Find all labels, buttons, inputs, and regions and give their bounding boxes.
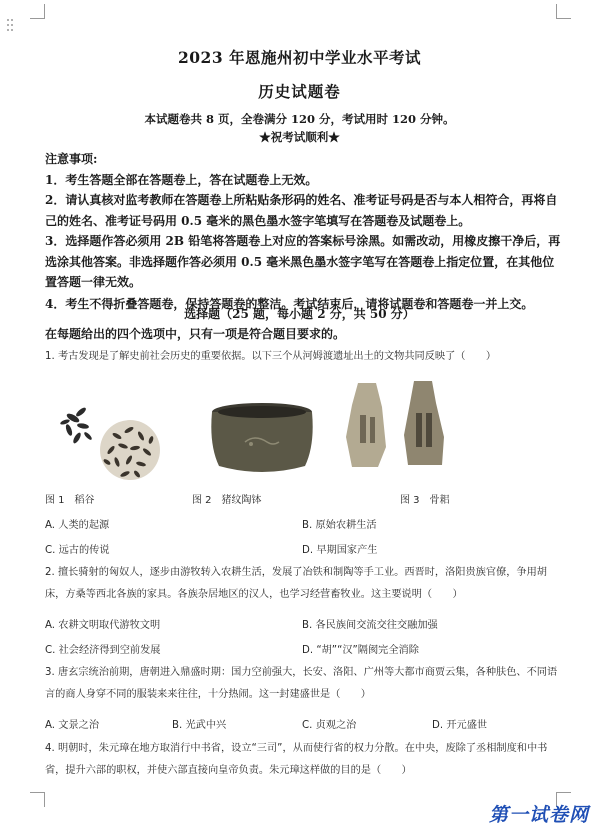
question-1-stem: 1. 考古发现是了解史前社会历史的重要依据。以下三个从河姆渡遗址出土的文物共同反映了（ ） [45,351,497,362]
crop-mark-top-left [30,4,45,19]
drag-handle-icon[interactable] [6,18,14,32]
notice-item-1: 1．考生答题全部在答题卷上，答在试题卷上无效。 [45,173,318,187]
figure-1-caption: 图 1 稻谷 [45,495,95,506]
section-title: 选择题（25 题，每小题 2 分，共 50 分） [184,307,415,321]
q3-option-a[interactable]: A. 文景之治 [45,720,100,731]
q1-option-a[interactable]: A. 人类的起源 [45,520,110,531]
notice-item-2: 2．请认真核对监考教师在答题卷上所粘贴条形码的姓名、准考证号码是否与本人相符合，再将自己的姓名、准考证号码用 0.5 毫米的黑色墨水签字笔填写在答题卷及试题卷上。 [45,193,558,228]
q2-option-a[interactable]: A. 农耕文明取代游牧文明 [45,620,161,631]
section-instruction: 在每题给出的四个选项中，只有一项是符合题目要求的。 [45,327,346,341]
q1-option-c[interactable]: C. 远古的传说 [45,545,110,556]
rice-grains-image [55,398,165,482]
crop-mark-bottom-left [30,792,45,807]
q1-option-d[interactable]: D. 早期国家产生 [302,545,378,556]
crop-mark-top-right [556,4,571,19]
q3-option-d[interactable]: D. 开元盛世 [432,720,488,731]
figure-3-caption: 图 3 骨耜 [400,495,450,506]
question-2-stem: 2. 擅长骑射的匈奴人，逐步由游牧转入农耕生活，发展了冶铁和制陶等手工业。西晋时，洛阳贵族官僚，争用胡床，方桑等西北各族的家具。各族杂居地区的汉人，也学习经营畜牧业。这主要说明（ ） [45,567,547,600]
q2-option-b[interactable]: B. 各民族间交流交往交融加强 [302,620,438,631]
q3-option-b[interactable]: B. 光武中兴 [172,720,227,731]
notice-heading: 注意事项: [45,152,98,166]
q2-option-c[interactable]: C. 社会经济得到空前发展 [45,645,161,656]
question-4-stem: 4. 明朝时，朱元璋在地方取消行中书省，设立“三司”，从而使行省的权力分散。在中央，废除了丞相制度和中书省，提升六部的职权，并使六部直接向皇帝负责。朱元璋这样做的目的是（ ） [45,743,548,776]
exam-title: 2023 年恩施州初中学业水平考试 [177,48,422,67]
figure-2-caption: 图 2 猪纹陶钵 [192,495,262,506]
q3-option-c[interactable]: C. 贞观之治 [302,720,357,731]
notice-item-3: 3．选择题作答必须用 2B 铅笔将答题卷上对应的答案标号涂黑。如需改动，用橡皮擦干净后，再选涂其他答案。非选择题作答必须用 0.5 毫米黑色墨水签字笔写在答题卷上指定位置，在其他位置答题一律无效。 [45,234,561,289]
question-3-stem: 3. 唐玄宗统治前期，唐朝进入鼎盛时期：国力空前强大，长安、洛阳、广州等大都市商贾云集，各种肤色、不同语言的商人身穿不同的服装来来往往，十分热闹。这一封建盛世是（ ） [45,667,558,700]
pottery-bowl-image [205,400,320,480]
exam-subject: 历史试题卷 [258,82,341,101]
site-watermark[interactable]: 第一试卷网 [488,804,589,826]
exam-info: 本试题卷共 8 页，全卷满分 120 分，考试用时 120 分钟。 [144,112,455,126]
exam-wish: ★祝考试顺利★ [259,130,340,144]
notice-item-4: 4．考生不得折叠答题卷，保持答题卷的整洁。考试结束后，请将试题卷和答题卷一并上交。 [45,297,534,311]
q1-option-b[interactable]: B. 原始农耕生活 [302,520,377,531]
bone-spade-image [338,377,458,471]
q2-option-d[interactable]: D. “胡”“汉”隔阂完全消除 [302,645,419,656]
